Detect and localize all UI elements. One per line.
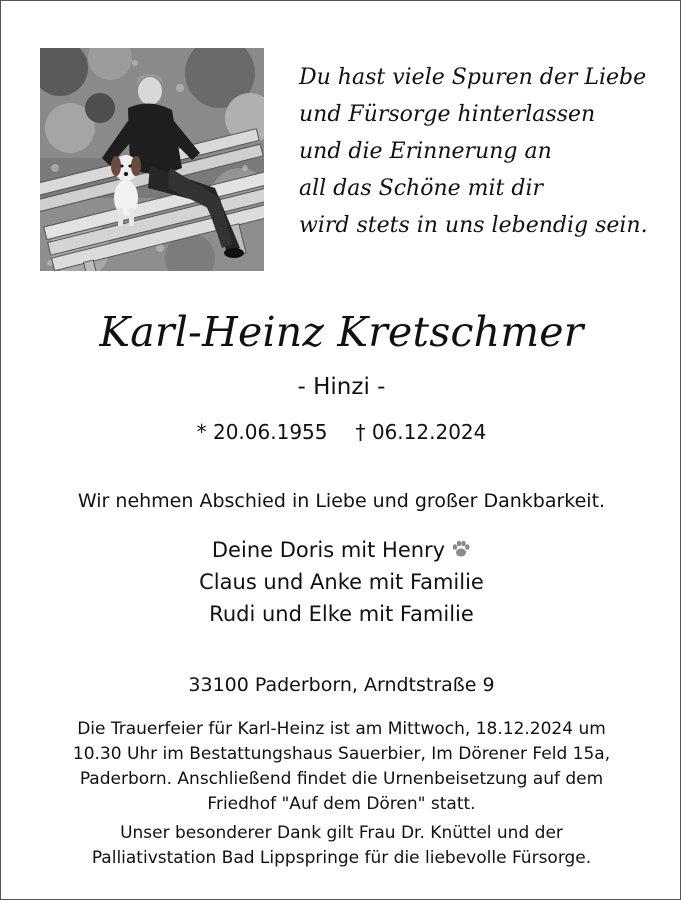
mourner-entry: Claus und Anke mit Familie (199, 570, 484, 594)
mourners-list (1, 534, 681, 630)
death-date: † 06.12.2024 (355, 420, 487, 444)
ceremony-line: Friedhof "Auf dem Dören" statt. (207, 794, 476, 814)
birth-date: * 20.06.1955 (196, 420, 328, 444)
thanks-note (31, 821, 652, 871)
poem-line: und die Erinnerung an (299, 139, 552, 164)
address-line: 33100 Paderborn, Arndtstraße 9 (188, 674, 495, 696)
mourner-name: Deine Doris mit Henry (211, 538, 446, 562)
ceremony-info (31, 717, 652, 817)
memorial-photo (40, 48, 264, 271)
life-dates (1, 417, 681, 447)
poem-line: all das Schöne mit dir (299, 176, 544, 201)
thanks-line: Palliativstation Bad Lippspringe für die liebevolle Fürsorge. (91, 848, 592, 868)
mourner-entry (1, 534, 681, 566)
paw-print-icon (451, 539, 471, 559)
thanks-line: Unser besonderer Dank gilt Frau Dr. Knüttel und der (120, 823, 563, 843)
poem-line: wird stets in uns lebendig sein. (299, 213, 648, 238)
ceremony-line: Paderborn. Anschließend findet die Urnenbeisetzung auf dem (79, 769, 604, 789)
ceremony-line: 10.30 Uhr im Bestattungshaus Sauerbier, Im Dörener Feld 15a, (72, 744, 611, 764)
ceremony-line: Die Trauerfeier für Karl-Heinz ist am Mittwoch, 18.12.2024 um (77, 719, 606, 739)
poem-line: Du hast viele Spuren der Liebe (299, 65, 647, 90)
deceased-nickname: - Hinzi - (297, 374, 386, 400)
poem-verse (299, 59, 659, 244)
farewell-text: Wir nehmen Abschied in Liebe und großer Dankbarkeit. (77, 490, 606, 512)
mourner-entry: Rudi und Elke mit Familie (209, 602, 474, 626)
deceased-name: Karl-Heinz Kretschmer (99, 308, 584, 356)
poem-line: und Fürsorge hinterlassen (299, 102, 596, 127)
